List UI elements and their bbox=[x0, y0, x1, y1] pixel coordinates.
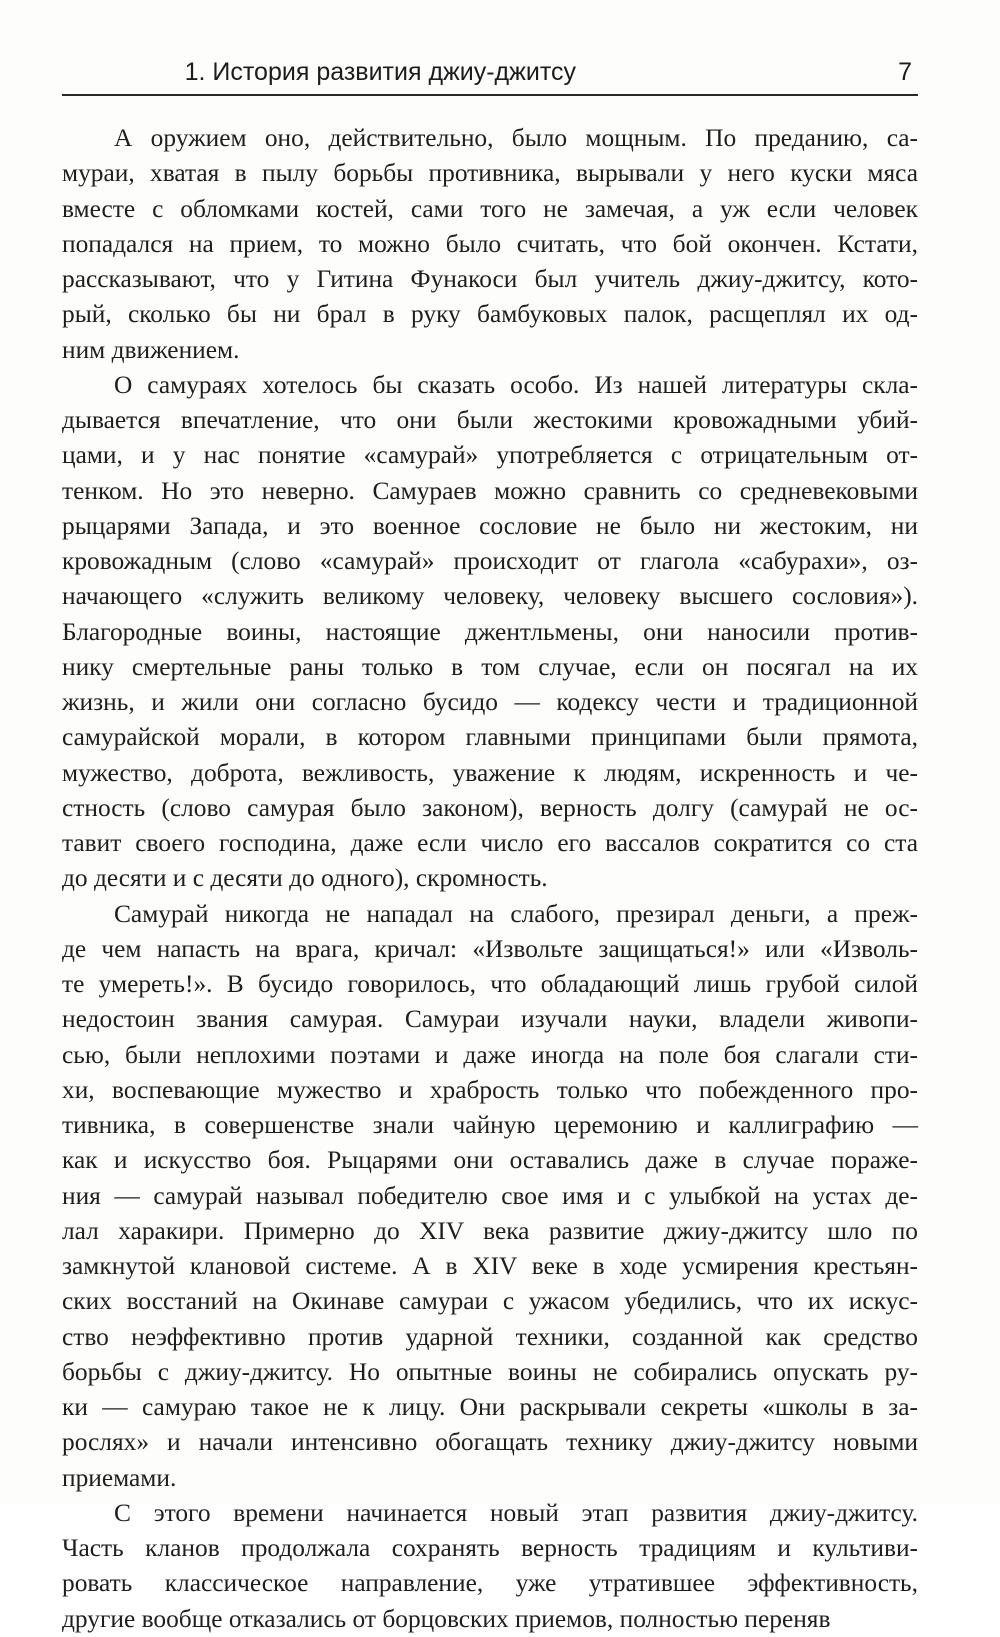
body-text bbox=[62, 121, 918, 1637]
text-line: мураи, хватая в пылу борьбы противника, вырывали у него куски мяса bbox=[62, 159, 918, 188]
paragraph bbox=[62, 1496, 918, 1637]
text-line: жизнь, и жили они согласно бусидо — кодексу чести и традиционной bbox=[62, 688, 918, 716]
paragraph bbox=[62, 121, 918, 368]
text-line: тивника, в совершенстве знали чайную церемонию и каллиграфию — bbox=[62, 1111, 918, 1139]
text-line: лал харакири. Примерно до XIV века развитие джиу-джитсу шло по bbox=[62, 1216, 918, 1245]
text-line: замкнутой клановой системе. А в XIV веке в ходе усмирения крестьян- bbox=[62, 1252, 918, 1280]
text-line: ния — самурай называл победителю свое имя и с улыбкой на устах де- bbox=[62, 1181, 918, 1210]
text-line: сью, были неплохими поэтами и даже иногда на поле боя слагали сти- bbox=[62, 1040, 918, 1069]
paragraph bbox=[62, 368, 918, 897]
page-number: 7 bbox=[898, 58, 912, 86]
text-line: как и искусство боя. Рыцарями они оставались даже в случае пораже- bbox=[62, 1146, 918, 1175]
text-line: Часть кланов продолжала сохранять верность традициям и культиви- bbox=[62, 1534, 918, 1562]
text-line: нику смертельные раны только в том случае, если он посягал на их bbox=[62, 652, 918, 681]
running-header bbox=[62, 54, 918, 96]
text-line: мужество, доброта, вежливость, уважение к людям, искренность и че- bbox=[62, 758, 918, 787]
paragraph bbox=[62, 897, 918, 1496]
text-line: тавит своего господина, даже если число его вассалов сократится со ста bbox=[62, 829, 918, 857]
text-line: борьбы с джиу-джитсу. Но опытные воины не собирались опускать ру- bbox=[62, 1357, 918, 1386]
text-line: другие вообще отказались от борцовских приемов, полностью переняв bbox=[62, 1604, 831, 1633]
text-line: рослях» и начали интенсивно обогащать технику джиу-джитсу новыми bbox=[62, 1428, 918, 1457]
text-line: кровожадным (слово «самурай» происходит от глагола «сабурахи», оз- bbox=[62, 547, 918, 575]
text-line: Самурай никогда не нападал на слабого, презирал деньги, а преж- bbox=[114, 899, 918, 928]
text-line: самурайской морали, в котором главными принципами были прямота, bbox=[62, 723, 918, 752]
text-line: хи, воспевающие мужество и храбрость только что побежденного про- bbox=[62, 1075, 918, 1104]
text-line: дывается впечатление, что они были жестокими кровожадными убий- bbox=[62, 406, 918, 434]
text-line: попадался на прием, то можно было считать, что бой окончен. Кстати, bbox=[62, 229, 918, 258]
text-line: ровать классическое направление, уже утратившее эффективность, bbox=[62, 1569, 918, 1598]
text-line: приемами. bbox=[62, 1463, 177, 1492]
chapter-title: 1. История развития джиу-джитсу bbox=[184, 58, 576, 86]
text-line: ство неэффективно против ударной техники, созданной как средство bbox=[62, 1322, 918, 1351]
text-line: С этого времени начинается новый этап развития джиу-джитсу. bbox=[114, 1498, 918, 1527]
text-line: до десяти и с десяти до одного), скромность. bbox=[62, 864, 548, 893]
text-line: стность (слово самурая было законом), верность долгу (самурай не ос- bbox=[62, 793, 918, 822]
text-line: цами, и у нас понятие «самурай» употребляется с отрицательным от- bbox=[62, 441, 918, 470]
text-line: де чем напасть на врага, кричал: «Извольте защищаться!» или «Изволь- bbox=[62, 934, 918, 963]
text-line: начающего «служить великому человеку, человеку высшего сословия»). bbox=[62, 582, 918, 611]
text-line: рассказывают, что у Гитина Фунакоси был учитель джиу-джитсу, кото- bbox=[62, 265, 918, 293]
text-line: ки — самураю такое не к лицу. Они раскрывали секреты «школы в за- bbox=[62, 1393, 918, 1421]
text-line: ских восстаний на Окинаве самураи с ужасом убедились, что их искус- bbox=[62, 1287, 918, 1316]
text-line: Благородные воины, настоящие джентльмены, они наносили против- bbox=[62, 617, 918, 646]
text-line: тенком. Но это неверно. Самураев можно сравнить со средневековыми bbox=[62, 476, 918, 505]
text-line: А оружием оно, действительно, было мощным. По преданию, са- bbox=[114, 124, 918, 152]
text-line: рый, сколько бы ни брал в руку бамбуковых палок, расщеплял их од- bbox=[62, 300, 918, 329]
text-line: О самураях хотелось бы сказать особо. Из нашей литературы скла- bbox=[114, 370, 918, 399]
text-line: недостоин звания самурая. Самураи изучали науки, владели живопи- bbox=[62, 1005, 918, 1034]
text-line: ним движением. bbox=[62, 335, 240, 364]
text-line: те умереть!». В бусидо говорилось, что обладающий лишь грубой силой bbox=[62, 970, 918, 998]
text-line: рыцарями Запада, и это военное сословие не было ни жестоким, ни bbox=[62, 511, 918, 540]
text-line: вместе с обломками костей, сами того не замечая, а уж если человек bbox=[62, 194, 918, 223]
